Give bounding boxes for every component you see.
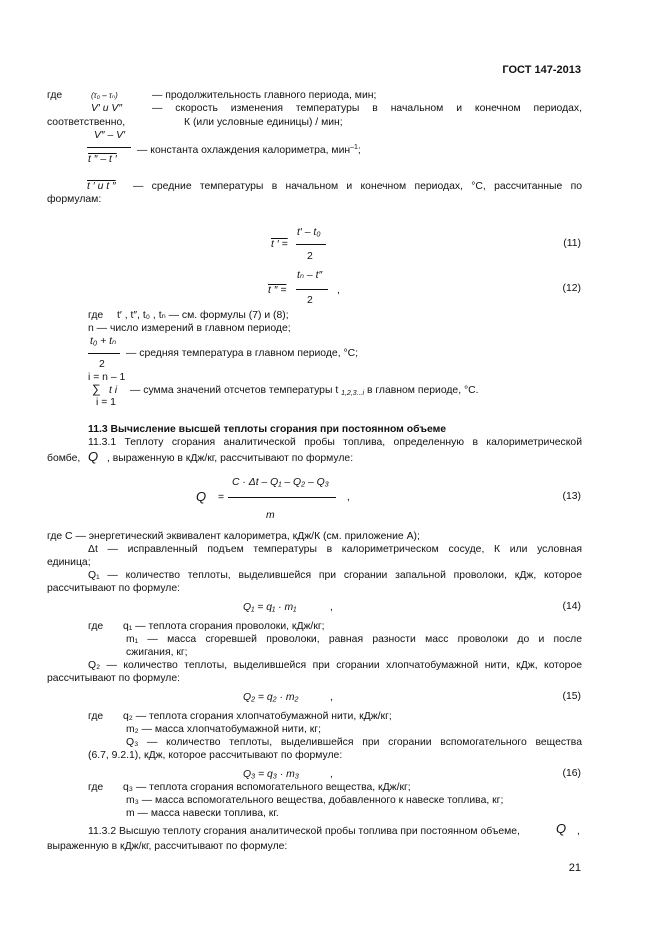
sum-sign: ∑: [92, 382, 101, 396]
dt-definition: Δt — исправленный подъем температуры в калориметрическом сосуде, К или условная: [88, 544, 582, 555]
f11-lhs: t ′ =: [271, 239, 288, 250]
cooling-semicolon: ;: [357, 145, 361, 156]
s1131-q: Q: [88, 449, 99, 464]
m-definition: m — масса навески топлива, кг.: [126, 808, 279, 819]
f12-lhs: t ″ =: [268, 285, 287, 296]
s1131-line2b: , выраженную в кДж/кг, рассчитывают по формуле:: [107, 453, 354, 464]
formula-15: Q₂ = q₂ · m₂: [243, 692, 299, 703]
f12-denominator: 2: [307, 295, 313, 306]
period-definition: — продолжительность главного периода, мин;: [152, 90, 377, 101]
m2-definition: m₂ — масса хлопчатобумажной нити, кг;: [126, 724, 321, 735]
formula-16-number: (16): [562, 768, 581, 779]
f12-bar: [296, 289, 328, 290]
s1132-line1: 11.3.2 Высшую теплоту сгорания аналитической пробы топлива при постоянном объеме,: [88, 826, 520, 837]
q2-definition: Q₂ — количество теплоты, выделившейся при сгорании хлопчатобумажной нити, кДж, которое: [88, 660, 582, 671]
mean-temp-symbols: t ′ и t ″: [87, 181, 116, 192]
period-expression: (τ₀ – τₙ): [91, 91, 118, 100]
q2-small-definition: q₂ — теплота сгорания хлопчатобумажной нити, кДж/кг;: [123, 711, 392, 722]
formula-12-number: (12): [562, 283, 581, 294]
mean-temp-definition: — средние температуры в начальном и конечном периодах, °С, рассчитанные по: [133, 181, 582, 192]
m3-definition: m₃ — масса вспомогательного вещества, добавленного к навеске топлива, кг;: [126, 795, 504, 806]
q3-definition: Q₃ — количество теплоты, выделившейся при сгорании вспомогательного вещества: [126, 737, 582, 748]
formula-16: Q₃ = q₃ · m₃: [243, 769, 299, 780]
where-t-refs: t′ , t″, t₀ , tₙ — см. формулы (7) и (8);: [117, 310, 289, 321]
formula-13-number: (13): [562, 491, 581, 502]
c-definition: где С — энергетический эквивалент калориметра, кДж/К (см. приложение А);: [47, 531, 420, 542]
f11-bar: [296, 244, 326, 245]
v-def-continued-2: К (или условные единицы) / мин;: [184, 117, 343, 128]
avg-frac-numerator: t₀ + tₙ: [90, 336, 117, 347]
q1-definition-2: рассчитывают по формуле:: [47, 583, 181, 594]
q1-definition: Q₁ — количество теплоты, выделившейся при сгорании запальной проволоки, кДж, которое: [88, 570, 582, 581]
f13-lhs: Q: [196, 489, 207, 504]
sum-sub: 1,2,3...i: [341, 390, 365, 397]
where-label: где: [47, 90, 63, 101]
f14-comma: ,: [330, 602, 333, 613]
f13-denominator: m: [266, 510, 275, 521]
s1132-comma: ,: [577, 826, 580, 837]
n-definition: n — число измерений в главном периоде;: [88, 323, 291, 334]
formula-14-number: (14): [562, 601, 581, 612]
sum-upper-limit: i = n – 1: [88, 372, 126, 383]
v-definition: — скорость изменения температуры в начальном и конечном периодах,: [152, 103, 582, 114]
q1-small-definition: q₁ — теплота сгорания проволоки, кДж/кг;: [123, 621, 325, 632]
where-label-2: где: [88, 310, 104, 321]
q2-definition-2: рассчитывают по формуле:: [47, 673, 181, 684]
where-label-5: где: [88, 782, 104, 793]
formula-14: Q₁ = q₁ · m₁: [243, 602, 297, 613]
cooling-text: — константа охлаждения калориметра, мин: [137, 145, 351, 156]
avg-frac-bar: [88, 353, 120, 354]
dt-definition-2: единица;: [47, 557, 91, 568]
where-label-3: где: [88, 621, 104, 632]
cooling-sup: –1: [350, 144, 358, 151]
cooling-frac-bar: [87, 147, 131, 148]
f16-comma: ,: [330, 769, 333, 780]
s1132-q: Q: [556, 821, 567, 836]
f11-denominator: 2: [307, 251, 313, 262]
m1-definition: m₁ — масса сгоревшей проволоки, равная разности масс проволоки до и после: [126, 634, 582, 645]
cooling-definition: [137, 141, 361, 157]
cooling-frac-denominator: t ″ – t ′: [88, 154, 117, 165]
mean-temp-formulas-label: формулам:: [47, 194, 102, 205]
avg-definition: — средняя температура в главном периоде, °С;: [126, 348, 359, 359]
f13-eq: =: [218, 492, 225, 503]
q3-definition-2: (6.7, 9.2.1), кДж, которое рассчитывают по формуле:: [88, 750, 343, 761]
f12-comma: ,: [337, 285, 340, 296]
sum-text: — сумма значений отсчетов температуры t: [130, 385, 339, 396]
formula-11-number: (11): [563, 238, 581, 249]
s1132-line2: выраженную в кДж/кг, рассчитывают по формуле:: [47, 841, 288, 852]
f13-bar: [228, 497, 336, 498]
section-11-3-title: 11.3 Вычисление высшей теплоты сгорания при постоянном объеме: [88, 424, 447, 435]
sum-definition: [130, 384, 479, 400]
s1131-line2a: бомбе,: [47, 453, 81, 464]
standard-header: ГОСТ 147-2013: [502, 64, 581, 76]
m1-definition-2: сжигания, кг;: [126, 647, 188, 658]
v-symbols: V′ и V″: [91, 103, 123, 114]
f15-comma: ,: [330, 692, 333, 703]
formula-15-number: (15): [562, 691, 581, 702]
v-def-continued-1: соответственно,: [47, 117, 126, 128]
f11-numerator: t′ – t₀: [297, 227, 321, 238]
s1131-line1: 11.3.1 Теплоту сгорания аналитической пробы топлива, определенную в калориметрической: [88, 437, 582, 448]
sum-ti: t i: [109, 385, 118, 396]
f12-numerator: tₙ – t″: [297, 270, 323, 281]
cooling-frac-numerator: V″ – V′: [94, 130, 126, 141]
sum-end: в главном периоде, °С.: [366, 385, 479, 396]
where-label-4: где: [88, 711, 104, 722]
f13-comma: ,: [347, 492, 350, 503]
page-number: 21: [568, 862, 581, 874]
q3-small-definition: q₃ — теплота сгорания вспомогательного вещества, кДж/кг;: [123, 782, 411, 793]
f13-numerator: C · Δt – Q₁ – Q₂ – Q₃: [232, 477, 329, 488]
sum-lower-limit: i = 1: [96, 397, 116, 408]
avg-frac-denominator: 2: [99, 359, 105, 370]
